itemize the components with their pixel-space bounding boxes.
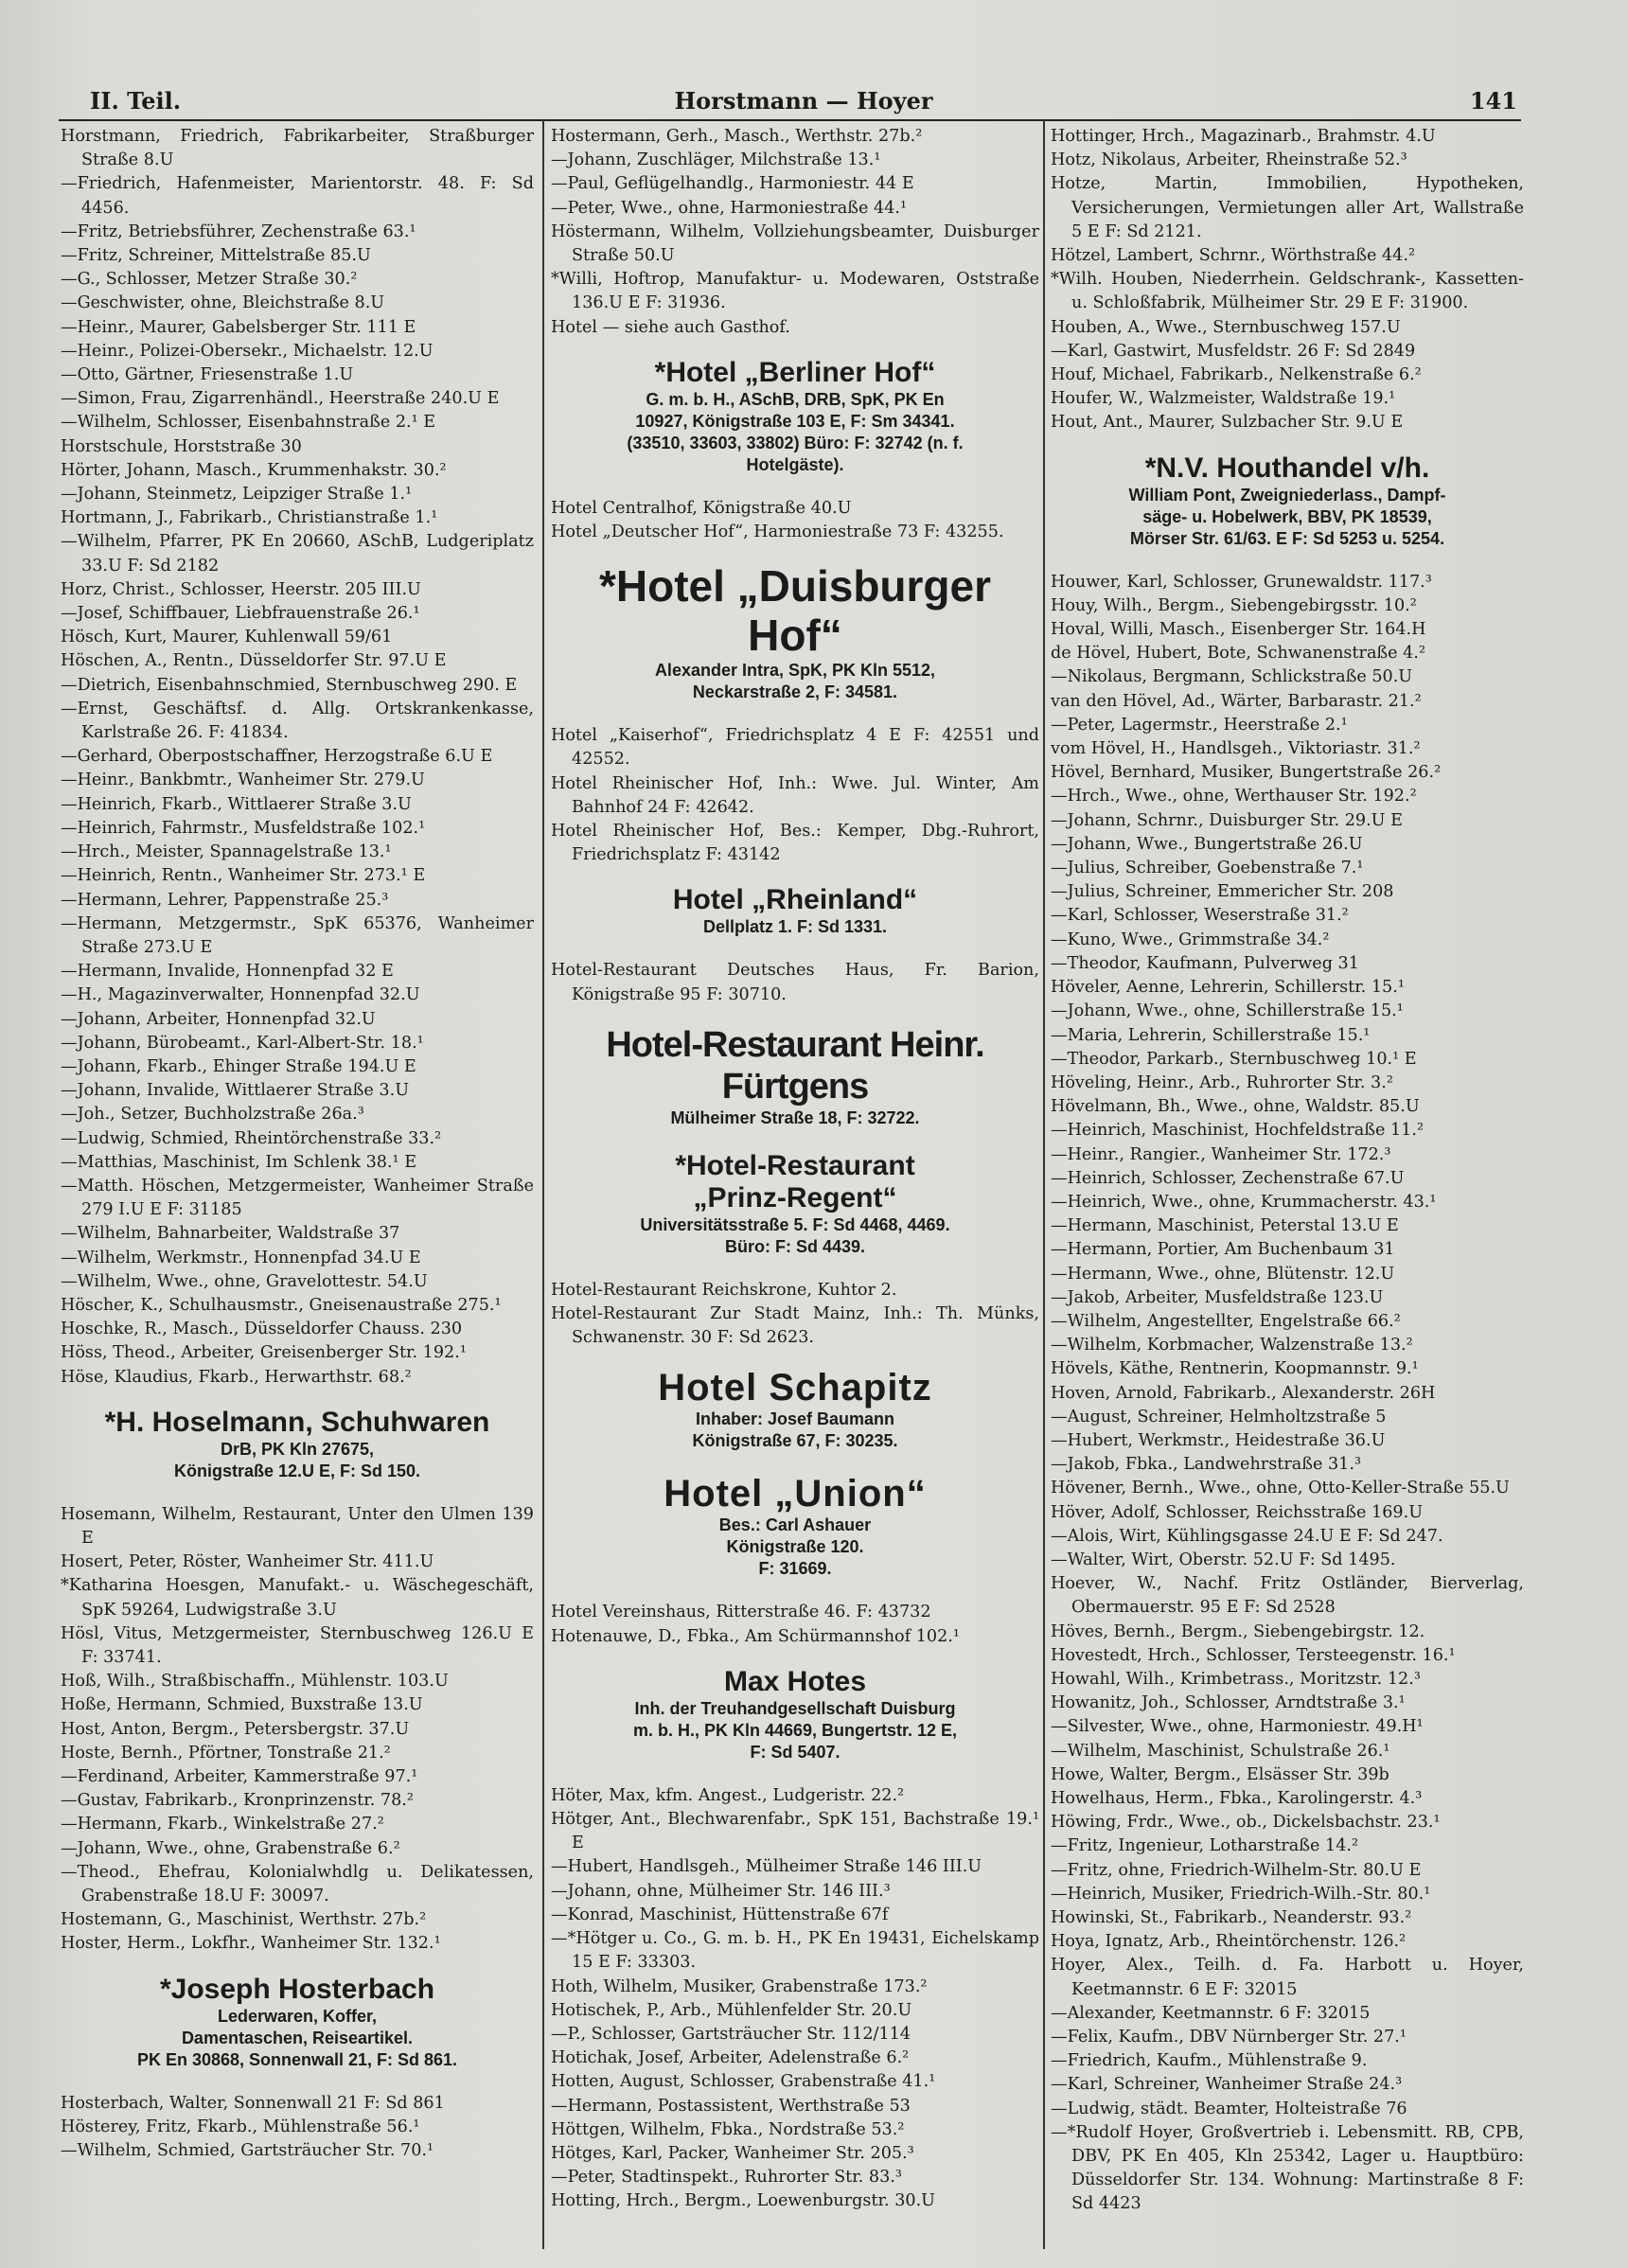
- directory-entry: —Heinrich, Maschinist, Hochfeldstraße 11.²: [1051, 1121, 1424, 1141]
- ad-schapitz: [551, 1367, 1039, 1452]
- directory-entry: *Wilh. Houben, Niederrhein. Geldschrank-, Kassetten- u. Schloßfabrik, Mülheimer Str. 29 E F: 31900.: [1051, 270, 1524, 313]
- directory-entry: —Silvester, Wwe., ohne, Harmoniestr. 49.H¹: [1051, 1717, 1424, 1737]
- ad-rheinland: [551, 884, 1039, 938]
- ad-title: *Joseph Hosterbach: [159, 1973, 435, 2005]
- directory-entry: Hovestedt, Hrch., Schlosser, Tersteegenstr. 16.¹: [1051, 1645, 1456, 1665]
- directory-entry: —Johann, Fkarb., Ehinger Straße 194.U E: [61, 1056, 416, 1076]
- directory-entry: —Heinr., Rangier., Wanheimer Str. 172.³: [1051, 1144, 1391, 1164]
- directory-entry: Hösl, Vitus, Metzgermeister, Sternbuschweg 126.U E F: 33741.: [61, 1623, 534, 1667]
- entry-list: [551, 1601, 1039, 1648]
- directory-entry: —Fritz, ohne, Friedrich-Wilhelm-Str. 80.U E: [1051, 1860, 1422, 1880]
- column-divider: [1043, 119, 1045, 2249]
- page-number: 141: [1469, 87, 1517, 115]
- directory-entry: Höse, Klaudius, Fkarb., Herwarthstr. 68.²: [61, 1367, 412, 1387]
- ad-title: „Prinz-Regent“: [693, 1181, 897, 1214]
- directory-entry: —Walter, Wirt, Oberstr. 52.U F: Sd 1495.: [1051, 1550, 1396, 1569]
- directory-entry: Hotichak, Josef, Arbeiter, Adelenstraße 6.²: [551, 2048, 910, 2068]
- directory-entry: Höss, Theod., Arbeiter, Greisenberger Str. 192.¹: [61, 1343, 467, 1363]
- directory-entry: Hötges, Karl, Packer, Wanheimer Str. 205.³: [551, 2143, 914, 2163]
- directory-entry: —Alexander, Keetmannstr. 6 F: 32015: [1051, 2003, 1371, 2023]
- directory-entry: Hövener, Bernh., Wwe., ohne, Otto-Keller-Straße 55.U: [1051, 1479, 1510, 1498]
- directory-entry: —Peter, Stadtinspekt., Ruhrorter Str. 83.³: [551, 2168, 902, 2188]
- directory-entry: —G., Schlosser, Metzer Straße 30.²: [61, 270, 358, 290]
- directory-entry: Houben, A., Wwe., Sternbuschweg 157.U: [1051, 317, 1401, 337]
- directory-entry: —Ferdinand, Arbeiter, Kammerstraße 97.¹: [61, 1767, 418, 1786]
- directory-entry: —Johann, Steinmetz, Leipziger Straße 1.¹: [61, 485, 413, 505]
- directory-entry: Höveler, Aenne, Lehrerin, Schillerstr. 15.¹: [1051, 978, 1405, 998]
- directory-entry: Hoven, Arnold, Fabrikarb., Alexanderstr. 26H: [1051, 1383, 1436, 1403]
- directory-entry: —Wilhelm, Bahnarbeiter, Waldstraße 37: [61, 1224, 400, 1244]
- column-3: [1051, 125, 1524, 2255]
- ad-title: Max Hotes: [723, 1665, 867, 1697]
- directory-entry: —Ernst, Geschäftsf. d. Allg. Ortskrankenkasse, Karlstraße 26. F: 41834.: [61, 699, 534, 743]
- directory-entry: —Gerhard, Oberpostschaffner, Herzogstraße 6.U E: [61, 747, 493, 767]
- ad-line: William Pont, Zweigniederlass., Dampf-: [1128, 485, 1446, 505]
- entry-list: [551, 1279, 1039, 1351]
- directory-entry: —Wilhelm, Korbmacher, Walzenstraße 13.²: [1051, 1336, 1413, 1355]
- directory-entry: Hotel „Deutscher Hof“, Harmoniestraße 73 F: 43255.: [551, 523, 1004, 542]
- directory-entry: —*Rudolf Hoyer, Großvertrieb i. Lebensmitt. RB, CPB, DBV, PK En 405, Kln 25342, Lager u. Hauptbüro: Düsseldorfer Str. 134. Wohnung: Martinstraße 8 F: Sd 4423: [1051, 2122, 1524, 2214]
- directory-entry: —Hermann, Lehrer, Pappenstraße 25.³: [61, 890, 389, 910]
- directory-entry: —H., Magazinverwalter, Honnenpfad 32.U: [61, 985, 420, 1005]
- directory-entry: Horz, Christ., Schlosser, Heerstr. 205 III.U: [61, 579, 421, 599]
- directory-entry: —Wilhelm, Pfarrer, PK En 20660, ASchB, Ludgeriplatz 33.U F: Sd 2182: [61, 532, 534, 576]
- entry-list: [551, 959, 1039, 1006]
- directory-entry: Hösterey, Fritz, Fkarb., Mühlenstraße 56.¹: [61, 2117, 420, 2136]
- ad-title: Hotel Schapitz: [658, 1367, 932, 1409]
- directory-entry: —Hrch., Wwe., ohne, Werthauser Str. 192.²: [1051, 787, 1417, 806]
- ad-title: *Hotel „Duisburger Hof“: [598, 561, 992, 661]
- directory-entry: Hosert, Peter, Röster, Wanheimer Str. 411.U: [61, 1552, 434, 1572]
- directory-entry: Hortmann, J., Fabrikarb., Christianstraße 1.¹: [61, 508, 438, 528]
- directory-entry: Hostermann, Gerh., Masch., Werthstr. 27b.²: [551, 127, 923, 146]
- directory-entry: —Hermann, Portier, Am Buchenbaum 31: [1051, 1240, 1395, 1260]
- directory-entry: —Fritz, Schreiner, Mittelstraße 85.U: [61, 246, 371, 266]
- ad-line: Dellplatz 1. F: Sd 1331.: [702, 917, 888, 937]
- directory-entry: Howe, Walter, Bergm., Elsässer Str. 39b: [1051, 1764, 1389, 1784]
- directory-entry: —Hermann, Wwe., ohne, Blütenstr. 12.U: [1051, 1264, 1395, 1284]
- ad-line: Inhaber: Josef Baumann: [695, 1409, 895, 1429]
- directory-entry: —Karl, Gastwirt, Musfeldstr. 26 F: Sd 2849: [1051, 341, 1416, 361]
- directory-entry: Hotel Centralhof, Königstraße 40.U: [551, 498, 852, 518]
- directory-entry: —P., Schlosser, Gartsträucher Str. 112/114: [551, 2024, 911, 2044]
- directory-entry: Hövelmann, Bh., Wwe., ohne, Waldstr. 85.U: [1051, 1097, 1420, 1117]
- directory-entry: Höschen, A., Rentn., Düsseldorfer Str. 97.U E: [61, 651, 447, 671]
- ad-line: (33510, 33603, 33802) Büro: F: 32742 (n. f.: [627, 433, 964, 452]
- directory-entry: —Heinrich, Schlosser, Zechenstraße 67.U: [1051, 1168, 1405, 1188]
- directory-entry: —Johann, ohne, Mülheimer Str. 146 III.³: [551, 1881, 891, 1901]
- directory-entry: Hoth, Wilhelm, Musiker, Grabenstraße 173.²: [551, 1976, 928, 1996]
- directory-entry: de Hövel, Hubert, Bote, Schwanenstraße 4.²: [1051, 644, 1426, 664]
- ad-line: Mülheimer Straße 18, F: 32722.: [670, 1107, 920, 1127]
- directory-entry: —Johann, Bürobeamt., Karl-Albert-Str. 18.¹: [61, 1033, 424, 1053]
- directory-entry: Horstschule, Horststraße 30: [61, 436, 302, 456]
- directory-entry: —Heinr., Maurer, Gabelsberger Str. 111 E: [61, 317, 416, 337]
- directory-entry: Hout, Ant., Maurer, Sulzbacher Str. 9.U E: [1051, 413, 1404, 433]
- directory-entry: —Nikolaus, Bergmann, Schlickstraße 50.U: [1051, 667, 1413, 687]
- ad-line: Mörser Str. 61/63. E F: Sd 5253 u. 5254.: [1129, 528, 1445, 548]
- directory-entry: —Johann, Invalide, Wittlaerer Straße 3.U: [61, 1081, 410, 1101]
- directory-entry: —Konrad, Maschinist, Hüttenstraße 67f: [551, 1905, 889, 1924]
- directory-entry: Hostemann, G., Maschinist, Werthstr. 27b.²: [61, 1910, 427, 1930]
- ad-line: Inh. der Treuhandgesellschaft Duisburg: [634, 1698, 956, 1718]
- directory-entry: Höves, Bernh., Bergm., Siebengebirgstr. 12.: [1051, 1621, 1425, 1641]
- directory-entry: —Heinrich, Rentn., Wanheimer Str. 273.¹ E: [61, 866, 426, 886]
- ad-line: Neckarstraße 2, F: 34581.: [692, 682, 898, 702]
- directory-entry: Hotel-Restaurant Deutsches Haus, Fr. Barion, Königstraße 95 F: 30710.: [551, 961, 1039, 1004]
- directory-entry: —Friedrich, Kaufm., Mühlenstraße 9.: [1051, 2051, 1368, 2071]
- directory-entry: Hosterbach, Walter, Sonnenwall 21 F: Sd 861: [61, 2093, 445, 2113]
- directory-entry: —Josef, Schiffbauer, Liebfrauenstraße 26.¹: [61, 604, 420, 624]
- directory-entry: Höscher, K., Schulhausmstr., Gneisenaustraße 275.¹: [61, 1295, 502, 1315]
- ad-title: *Hotel-Restaurant: [675, 1149, 915, 1181]
- directory-entry: —Fritz, Ingenieur, Lotharstraße 14.²: [1051, 1836, 1359, 1856]
- directory-entry: Hotel-Restaurant Zur Stadt Mainz, Inh.: Th. Münks, Schwanenstr. 30 F: Sd 2623.: [551, 1304, 1039, 1348]
- ad-duisburger-hof: [551, 561, 1039, 703]
- entry-list: [61, 125, 534, 1390]
- directory-entry: Hoste, Bernh., Pförtner, Tonstraße 21.²: [61, 1743, 391, 1763]
- ad-line: Königstraße 67, F: 30235.: [692, 1431, 898, 1451]
- directory-entry: —Jakob, Fbka., Landwehrstraße 31.³: [1051, 1455, 1362, 1475]
- directory-entry: —Johann, Schrnr., Duisburger Str. 29.U E: [1051, 810, 1403, 830]
- directory-entry: Höttgen, Wilhelm, Fbka., Nordstraße 53.²: [551, 2119, 905, 2139]
- entry-list: [551, 497, 1039, 544]
- directory-entry: Host, Anton, Bergm., Petersbergstr. 37.U: [61, 1719, 410, 1739]
- directory-entry: —Joh., Setzer, Buchholzstraße 26a.³: [61, 1105, 364, 1125]
- directory-entry: —Matth. Höschen, Metzgermeister, Wanheimer Straße 279 I.U E F: 31185: [61, 1176, 534, 1220]
- ad-hoselmann: [61, 1407, 534, 1482]
- directory-entry: —Heinrich, Musiker, Friedrich-Wilh.-Str. 80.¹: [1051, 1884, 1431, 1904]
- directory-entry: —Theodor, Parkarb., Sternbuschweg 10.¹ E: [1051, 1049, 1417, 1069]
- directory-entry: Hörter, Johann, Masch., Krummenhakstr. 30.²: [61, 460, 447, 480]
- directory-entry: van den Hövel, Ad., Wärter, Barbarastr. 21.²: [1051, 691, 1422, 711]
- directory-entry: Howanitz, Joh., Schlosser, Arndtstraße 3.¹: [1051, 1693, 1406, 1713]
- ad-line: PK En 30868, Sonnenwall 21, F: Sd 861.: [136, 2049, 458, 2069]
- page-header: [90, 87, 1517, 119]
- directory-entry: Hoever, W., Nachf. Fritz Ostländer, Bierverlag, Obermauerstr. 95 E F: Sd 2528: [1051, 1574, 1524, 1618]
- ad-prinz-regent: [551, 1150, 1039, 1258]
- directory-entry: —Hrch., Meister, Spannagelstraße 13.¹: [61, 842, 392, 862]
- ad-line: Königstraße 120.: [726, 1537, 864, 1557]
- ad-title: *N.V. Houthandel v/h.: [1144, 452, 1430, 484]
- directory-entry: Hoster, Herm., Lokfhr., Wanheimer Str. 132.¹: [61, 1934, 441, 1954]
- ad-line: F: Sd 5407.: [750, 1742, 841, 1762]
- directory-entry: —Matthias, Maschinist, Im Schlenk 38.¹ E: [61, 1152, 417, 1172]
- directory-entry: Höveling, Heinr., Arb., Ruhrorter Str. 3.²: [1051, 1072, 1393, 1092]
- ad-title: *H. Hoselmann, Schuhwaren: [104, 1406, 490, 1438]
- ad-line: Bes.: Carl Ashauer: [718, 1515, 872, 1535]
- directory-entry: —Julius, Schreiner, Emmericher Str. 208: [1051, 882, 1394, 902]
- ad-line: Alexander Intra, SpK, PK Kln 5512,: [654, 661, 936, 681]
- ad-fuertgens: [551, 1024, 1039, 1129]
- ad-line: Königstraße 12.U E, F: Sd 150.: [173, 1461, 421, 1480]
- directory-entry: Hoße, Hermann, Schmied, Buxstraße 13.U: [61, 1695, 423, 1715]
- entry-list: [1051, 571, 1524, 2217]
- directory-entry: vom Hövel, H., Handlsgeh., Viktoriastr. 31.²: [1051, 739, 1421, 759]
- directory-entry: —Geschwister, ohne, Bleichstraße 8.U: [61, 293, 385, 313]
- directory-entry: —Wilhelm, Wwe., ohne, Gravelottestr. 54.U: [61, 1271, 428, 1291]
- directory-entry: —Ludwig, Schmied, Rheintörchenstraße 33.²: [61, 1128, 442, 1148]
- section-label: II. Teil.: [90, 87, 182, 115]
- directory-entry: Hoval, Willi, Masch., Eisenberger Str. 164.H: [1051, 620, 1426, 640]
- directory-entry: —Simon, Frau, Zigarrenhändl., Heerstraße 240.U E: [61, 389, 500, 409]
- directory-entry: *Katharina Hoesgen, Manufakt.- u. Wäschegeschäft, SpK 59264, Ludwigstraße 3.U: [61, 1576, 534, 1620]
- directory-entry: —Wilhelm, Maschinist, Schulstraße 26.¹: [1051, 1741, 1390, 1761]
- directory-entry: —Dietrich, Eisenbahnschmied, Sternbuschweg 290. E: [61, 675, 518, 695]
- directory-entry: —Heinrich, Fahrmstr., Musfeldstraße 102.¹: [61, 818, 426, 838]
- directory-entry: Howinski, St., Fabrikarb., Neanderstr. 93.²: [1051, 1908, 1412, 1928]
- directory-entry: —Felix, Kaufm., DBV Nürnberger Str. 27.¹: [1051, 2028, 1407, 2047]
- directory-entry: —Jakob, Arbeiter, Musfeldstraße 123.U: [1051, 1287, 1384, 1307]
- directory-entry: Hotting, Hrch., Bergm., Loewenburgstr. 30.U: [551, 2191, 935, 2211]
- directory-entry: —Johann, Wwe., ohne, Schillerstraße 15.¹: [1051, 1001, 1404, 1021]
- entry-list: [61, 2092, 534, 2164]
- ad-line: F: 31669.: [758, 1559, 832, 1579]
- column-divider: [542, 119, 544, 2249]
- directory-entry: —Wilhelm, Angestellter, Engelstraße 66.²: [1051, 1311, 1401, 1331]
- directory-entry: Houy, Wilh., Bergm., Siebengebirgsstr. 10.²: [1051, 595, 1417, 615]
- directory-entry: —Johann, Wwe., ohne, Grabenstraße 6.²: [61, 1838, 400, 1858]
- directory-entry: —Heinr., Polizei-Obersekr., Michaelstr. 12.U: [61, 341, 434, 361]
- ad-line: Universitätsstraße 5. F: Sd 4468, 4469.: [640, 1214, 950, 1234]
- ad-line: Hotelgäste).: [746, 454, 844, 474]
- directory-entry: —Karl, Schreiner, Wanheimer Straße 24.³: [1051, 2075, 1403, 2095]
- directory-entry: Houwer, Karl, Schlosser, Grunewaldstr. 117.³: [1051, 572, 1432, 592]
- directory-entry: —Gustav, Fabrikarb., Kronprinzenstr. 78.²: [61, 1791, 414, 1811]
- directory-entry: Hotel Vereinshaus, Ritterstraße 46. F: 43732: [551, 1603, 931, 1622]
- directory-entry: —Hermann, Metzgermstr., SpK 65376, Wanheimer Straße 273.U E: [61, 913, 534, 957]
- directory-entry: —Julius, Schreiber, Goebenstraße 7.¹: [1051, 859, 1364, 878]
- directory-entry: —August, Schreiner, Helmholtzstraße 5: [1051, 1407, 1387, 1426]
- directory-entry: —Hubert, Handlsgeh., Mülheimer Straße 146 III.U: [551, 1857, 982, 1877]
- directory-entry: —Wilhelm, Schlosser, Eisenbahnstraße 2.¹ E: [61, 413, 436, 433]
- directory-entry: Howelhaus, Herm., Fbka., Karolingerstr. 4.³: [1051, 1789, 1423, 1808]
- column-2: [551, 125, 1039, 2255]
- entry-list: [551, 125, 1039, 340]
- ad-houthandel: [1051, 452, 1524, 550]
- directory-entry: —Paul, Geflügelhandlg., Harmoniestr. 44 E: [551, 174, 914, 194]
- ad-berliner-hof: [551, 357, 1039, 476]
- ad-hosterbach: [61, 1974, 534, 2071]
- directory-entry: —Johann, Zuschläger, Milchstraße 13.¹: [551, 151, 881, 170]
- directory-entry: Hotel-Restaurant Reichskrone, Kuhtor 2.: [551, 1280, 897, 1300]
- directory-entry: Houf, Michael, Fabrikarb., Nelkenstraße 6.²: [1051, 365, 1422, 385]
- directory-entry: Höver, Adolf, Schlosser, Reichsstraße 169.U: [1051, 1502, 1424, 1522]
- directory-entry: Hotel Rheinischer Hof, Bes.: Kemper, Dbg.-Ruhrort, Friedrichsplatz F: 43142: [551, 822, 1039, 865]
- ad-line: G. m. b. H., ASchB, DRB, SpK, PK En: [646, 389, 945, 409]
- directory-entry: —Johann, Arbeiter, Honnenpfad 32.U: [61, 1009, 376, 1029]
- directory-entry: Hotel — siehe auch Gasthof.: [551, 317, 790, 337]
- directory-entry: —Theod., Ehefrau, Kolonialwhdlg u. Delikatessen, Grabenstraße 18.U F: 30097.: [61, 1862, 534, 1906]
- directory-entry: —Hermann, Invalide, Honnenpfad 32 E: [61, 962, 394, 982]
- directory-entry: Hösch, Kurt, Maurer, Kuhlenwall 59/61: [61, 628, 393, 647]
- directory-entry: Hövel, Bernhard, Musiker, Bungertstraße 26.²: [1051, 763, 1442, 783]
- directory-entry: —Ludwig, städt. Beamter, Holteistraße 76: [1051, 2099, 1407, 2118]
- directory-entry: —Alois, Wirt, Kühlingsgasse 24.U E F: Sd 247.: [1051, 1526, 1443, 1546]
- directory-entry: —Heinrich, Wwe., ohne, Krummacherstr. 43.¹: [1051, 1192, 1437, 1212]
- directory-entry: Hövels, Käthe, Rentnerin, Koopmannstr. 9.¹: [1051, 1359, 1419, 1379]
- directory-entry: Hotischek, P., Arb., Mühlenfelder Str. 20.U: [551, 2000, 912, 2020]
- directory-entry: Hosemann, Wilhelm, Restaurant, Unter den Ulmen 139 E: [61, 1504, 534, 1548]
- directory-entry: Hotel „Kaiserhof“, Friedrichsplatz 4 E F: 42551 und 42552.: [551, 726, 1039, 770]
- directory-entry: Hoß, Wilh., Straßbischaffn., Mühlenstr. 103.U: [61, 1672, 449, 1692]
- directory-entry: —Heinrich, Fkarb., Wittlaerer Straße 3.U: [61, 794, 412, 814]
- directory-entry: —Peter, Lagermstr., Heerstraße 2.¹: [1051, 715, 1348, 735]
- entry-list: [61, 1503, 534, 1957]
- directory-entry: Höstermann, Wilhelm, Vollziehungsbeamter, Duisburger Straße 50.U: [551, 221, 1039, 266]
- directory-entry: Hotel Rheinischer Hof, Inh.: Wwe. Jul. Winter, Am Bahnhof 24 F: 42642.: [551, 773, 1039, 817]
- entry-list: [1051, 125, 1524, 435]
- ad-title: *Hotel „Berliner Hof“: [654, 356, 936, 388]
- directory-entry: Hoschke, R., Masch., Düsseldorfer Chauss. 230: [61, 1320, 463, 1339]
- directory-entry: Hoya, Ignatz, Arb., Rheintörchenstr. 126.²: [1051, 1932, 1407, 1952]
- ad-title: Hotel-Restaurant Heinr. Fürtgens: [606, 1024, 984, 1107]
- ad-title: Hotel „Rheinland“: [672, 884, 918, 916]
- directory-entry: —Otto, Gärtner, Friesenstraße 1.U: [61, 365, 354, 385]
- header-rule: [59, 119, 1521, 121]
- directory-entry: Hötger, Ant., Blechwarenfabr., SpK 151, Bachstraße 19.¹ E: [551, 1810, 1039, 1853]
- directory-entry: Hottinger, Hrch., Magazinarb., Brahmstr. 4.U: [1051, 127, 1436, 146]
- directory-entry: Hotenauwe, D., Fbka., Am Schürmannshof 102.¹: [551, 1626, 960, 1646]
- directory-entry: Höter, Max, kfm. Angest., Ludgeristr. 22.²: [551, 1785, 905, 1805]
- directory-entry: Houfer, W., Walzmeister, Waldstraße 19.¹: [1051, 389, 1396, 409]
- directory-entry: —Hermann, Maschinist, Peterstal 13.U E: [1051, 1216, 1399, 1236]
- entry-list: [551, 1784, 1039, 2214]
- ad-max-hotes: [551, 1666, 1039, 1763]
- directory-entry: Howahl, Wilh., Krimbetrass., Moritzstr. 12.³: [1051, 1669, 1421, 1689]
- ad-union: [551, 1473, 1039, 1580]
- directory-entry: *Willi, Hoftrop, Manufaktur- u. Modewaren, Oststraße 136.U E F: 31936.: [551, 270, 1039, 313]
- directory-entry: —Peter, Wwe., ohne, Harmoniestraße 44.¹: [551, 198, 908, 218]
- directory-entry: —Wilhelm, Werkmstr., Honnenpfad 34.U E: [61, 1248, 421, 1267]
- directory-entry: —Wilhelm, Schmied, Gartsträucher Str. 70.¹: [61, 2141, 434, 2161]
- directory-entry: Hotz, Nikolaus, Arbeiter, Rheinstraße 52.³: [1051, 151, 1407, 170]
- name-range: Horstmann — Hoyer: [674, 87, 933, 115]
- ad-line: DrB, PK Kln 27675,: [220, 1439, 375, 1459]
- entry-list: [551, 724, 1039, 867]
- column-1: [61, 125, 534, 2255]
- ad-title: Hotel „Union“: [664, 1473, 927, 1515]
- directory-entry: —Karl, Schlosser, Weserstraße 31.²: [1051, 906, 1349, 926]
- directory-entry: —Theodor, Kaufmann, Pulverweg 31: [1051, 953, 1359, 973]
- directory-entry: —Johann, Wwe., Bungertstraße 26.U: [1051, 834, 1363, 854]
- directory-entry: Hotten, August, Schlosser, Grabenstraße 41.¹: [551, 2072, 936, 2092]
- ad-line: 10927, Königstraße 103 E, F: Sm 34341.: [635, 411, 955, 431]
- ad-line: Damentaschen, Reiseartikel.: [181, 2028, 414, 2047]
- directory-entry: Höwing, Frdr., Wwe., ob., Dickelsbachstr. 23.¹: [1051, 1813, 1441, 1833]
- directory-entry: —Hermann, Fkarb., Winkelstraße 27.²: [61, 1815, 384, 1834]
- directory-entry: —Fritz, Betriebsführer, Zechenstraße 63.¹: [61, 221, 416, 241]
- directory-entry: —Heinr., Bankbmtr., Wanheimer Str. 279.U: [61, 771, 425, 790]
- directory-entry: —*Hötger u. Co., G. m. b. H., PK En 19431, Eichelskamp 15 E F: 33303.: [551, 1929, 1039, 1973]
- ad-line: Büro: F: Sd 4439.: [724, 1236, 866, 1256]
- directory-entry: Horstmann, Friedrich, Fabrikarbeiter, Straßburger Straße 8.U: [61, 127, 534, 170]
- ad-line: m. b. H., PK Kln 44669, Bungertstr. 12 E,: [632, 1720, 958, 1740]
- directory-entry: Hotze, Martin, Immobilien, Hypotheken, Versicherungen, Vermietungen aller Art, Wallstraße 5 E F: Sd 2121.: [1051, 174, 1524, 241]
- directory-entry: —Maria, Lehrerin, Schillerstraße 15.¹: [1051, 1025, 1371, 1045]
- directory-entry: —Friedrich, Hafenmeister, Marientorstr. 48. F: Sd 4456.: [61, 174, 534, 218]
- directory-entry: —Kuno, Wwe., Grimmstraße 34.²: [1051, 930, 1330, 949]
- directory-entry: Hoyer, Alex., Teilh. d. Fa. Harbott u. Hoyer, Keetmannstr. 6 E F: 32015: [1051, 1956, 1524, 1999]
- ad-line: Lederwaren, Koffer,: [217, 2006, 378, 2026]
- directory-entry: —Hermann, Postassistent, Werthstraße 53: [551, 2096, 911, 2116]
- directory-entry: Hötzel, Lambert, Schrnr., Wörthstraße 44.²: [1051, 246, 1416, 266]
- directory-entry: —Hubert, Werkmstr., Heidestraße 36.U: [1051, 1430, 1386, 1450]
- ad-line: säge- u. Hobelwerk, BBV, PK 18539,: [1142, 506, 1432, 526]
